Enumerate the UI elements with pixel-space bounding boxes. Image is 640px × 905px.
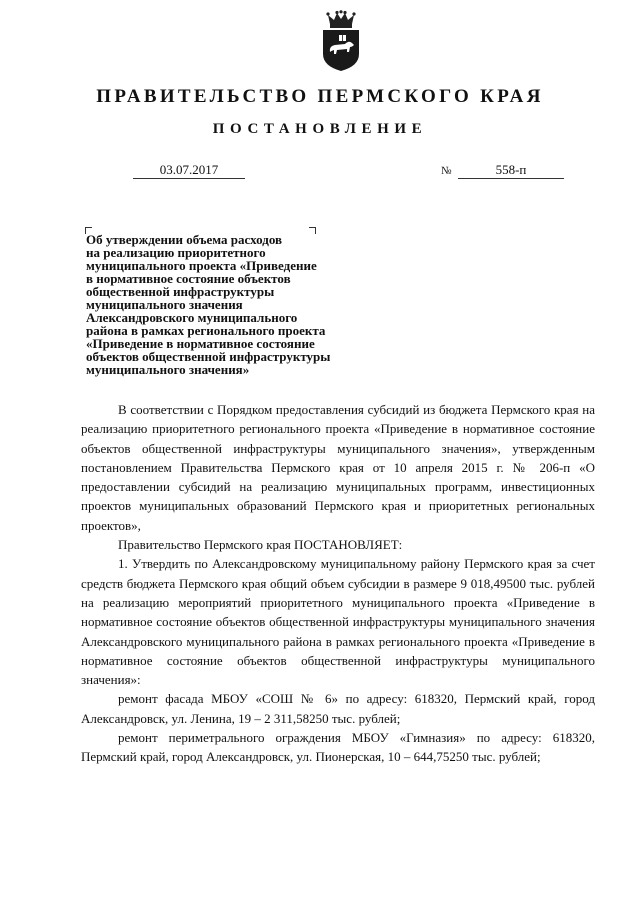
subject-line: муниципального значения: [86, 297, 243, 312]
subject-line: Александровского муниципального: [86, 310, 298, 325]
resolves-paragraph: Правительство Пермского края ПОСТАНОВЛЯЕТ:: [118, 537, 403, 553]
document-subject: [86, 233, 330, 376]
subject-line: муниципального проекта «Приведение: [86, 258, 317, 273]
subject-line: объектов общественной инфраструктуры: [86, 349, 331, 364]
subject-line: Об утверждении объема расходов: [86, 232, 283, 247]
subject-line: «Приведение в нормативное состояние: [86, 336, 315, 351]
document-type: ПОСТАНОВЛЕНИЕ: [212, 121, 428, 137]
preamble-paragraph: В соответствии с Порядком предоставления субсидий из бюджета Пермского края на реализацию приоритетного регионального проекта «Приведение в нормативное состояние объектов общественной инфраструктуры муниципального значения», утвержденным постановлением Правительства Пермского края от 10 апреля 2015 г. № 206-п «О предоставлении субсидий на реализацию муниципальных программ, инвестиционных проектов муниципальных образований Пермского края и приоритетных региональных проектов»,: [81, 402, 595, 533]
subject-line: муниципального значения»: [86, 362, 250, 377]
government-name: ПРАВИТЕЛЬСТВО ПЕРМСКОГО КРАЯ: [96, 86, 544, 107]
document-date: 03.07.2017: [133, 162, 245, 179]
subject-line: на реализацию приоритетного: [86, 245, 266, 260]
subitem-paragraph: ремонт периметрального ограждения МБОУ «Гимназия» по адресу: 618320, Пермский край, город Александровск, ул. Пионерская, 10 – 644,75250 тыс. рублей;: [81, 730, 595, 765]
subject-line: общественной инфраструктуры: [86, 284, 275, 299]
perm-krai-coat-of-arms-icon: [319, 10, 363, 72]
item-1-paragraph: 1. Утвердить по Александровскому муниципальному району Пермского края за счет средств бюджета Пермского края общий объем субсидии в размере 9 018,49500 тыс. рублей на реализацию мероприятий приоритетного муниципального проекта «Приведение в нормативное состояние объектов общественной инфраструктуры муниципального значения Александровского муниципального района в рамках регионального проекта «Приведение в нормативное состояние объектов общественной инфраструктуры муниципального значения»:: [81, 556, 595, 688]
number-sign: №: [441, 165, 452, 177]
subject-line: района в рамках регионального проекта: [86, 323, 326, 338]
document-body: [81, 400, 595, 767]
subject-line: в нормативное состояние объектов: [86, 271, 291, 286]
document-number: 558-п: [458, 162, 564, 179]
subitem-paragraph: ремонт фасада МБОУ «СОШ № 6» по адресу: 618320, Пермский край, город Александровск, ул. Ленина, 19 – 2 311,58250 тыс. рублей;: [81, 691, 595, 726]
